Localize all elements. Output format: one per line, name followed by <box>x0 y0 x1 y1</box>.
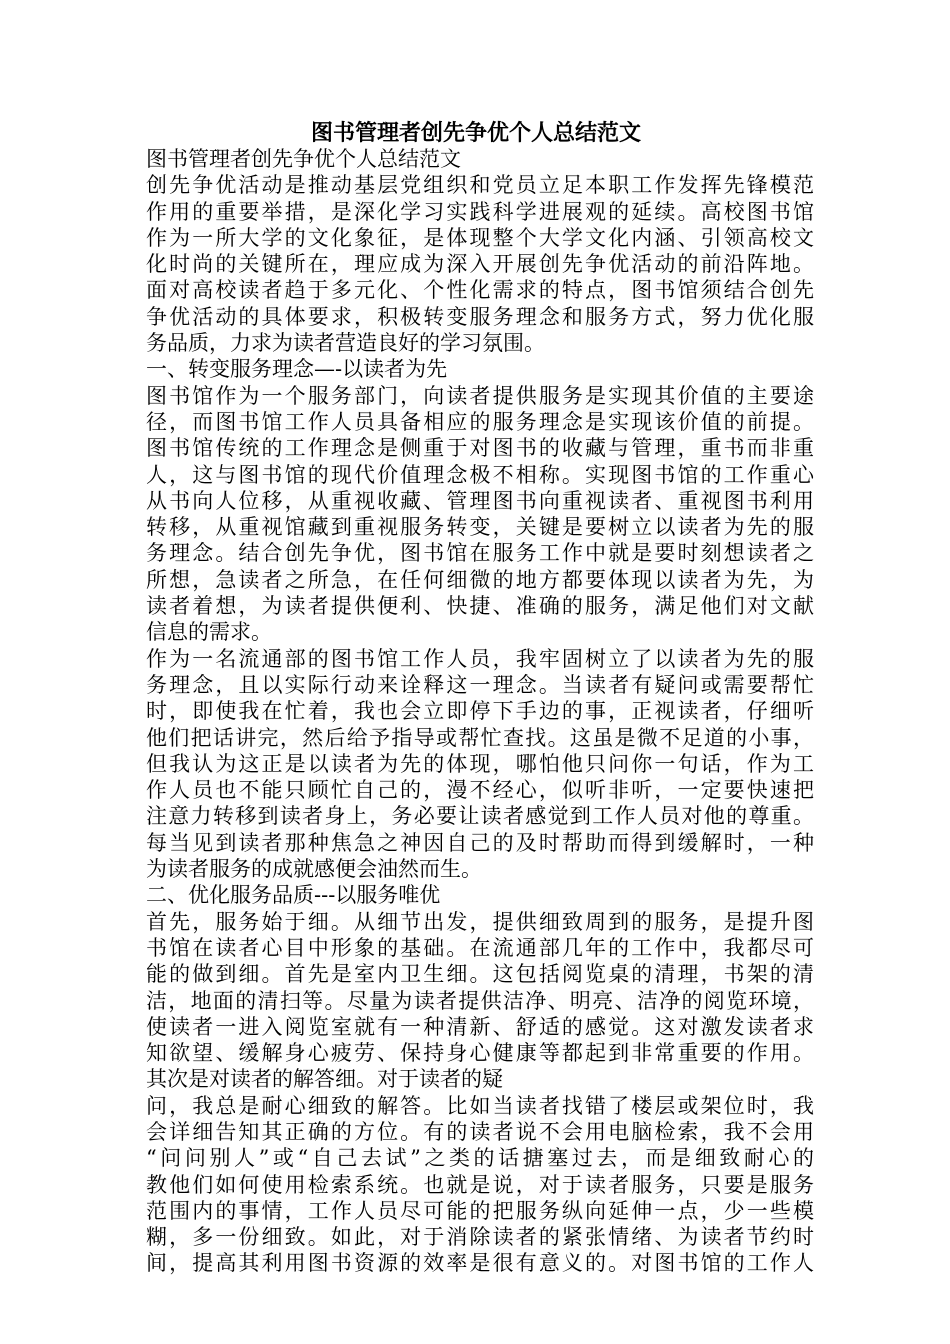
text-line: 糊，多一份细致。如此，对于消除读者的紧张情绪、为读者节约时 <box>146 1225 814 1250</box>
text-line: 作为一名流通部的图书馆工作人员，我牢固树立了以读者为先的服 <box>146 646 814 671</box>
text-line: 教他们如何使用检索系统。也就是说，对于读者服务，只要是服务 <box>146 1172 814 1197</box>
text-line: 转移，从重视馆藏到重视服务转变，关键是要树立以读者为先的服 <box>146 515 814 540</box>
text-line: 从书向人位移，从重视收藏、管理图书向重视读者、重视图书利用 <box>146 488 814 513</box>
text-line: 务品质，力求为读者营造良好的学习氛围。 <box>146 331 545 356</box>
text-line: 所想，急读者之所急，在任何细微的地方都要体现以读者为先，为 <box>146 567 814 592</box>
text-line: 信息的需求。 <box>146 620 272 645</box>
text-line: 问，我总是耐心细致的解答。比如当读者找错了楼层或架位时，我 <box>146 1093 814 1118</box>
text-line: 使读者一进入阅览室就有一种清新、舒适的感觉。这对激发读者求 <box>146 1014 814 1039</box>
text-line: 书馆在读者心目中形象的基础。在流通部几年的工作中，我都尽可 <box>146 935 814 960</box>
page-title: 图书管理者创先争优个人总结范文 <box>310 120 641 146</box>
text-line: 为读者服务的成就感便会油然而生。 <box>146 857 482 882</box>
text-line: 务理念。结合创先争优，图书馆在服务工作中就是要时刻想读者之 <box>146 541 814 566</box>
text-line: 但我认为这正是以读者为先的体现，哪怕他只问你一句话，作为工 <box>146 751 814 776</box>
text-line: 会详细告知其正确的方位。有的读者说不会用电脑检索，我不会用 <box>146 1119 814 1144</box>
text-line: 注意力转移到读者身上，务必要让读者感觉到工作人员对他的尊重。 <box>146 804 814 829</box>
text-line: 其次是对读者的解答细。对于读者的疑 <box>146 1067 503 1092</box>
text-line: 能的做到细。首先是室内卫生细。这包括阅览桌的清理，书架的清 <box>146 962 814 987</box>
text-line: 知欲望、缓解身心疲劳、保持身心健康等都起到非常重要的作用。 <box>146 1041 814 1066</box>
text-line: 洁，地面的清扫等。尽量为读者提供洁净、明亮、洁净的阅览环境， <box>146 988 814 1013</box>
text-line: 图书管理者创先争优个人总结范文 <box>146 147 461 171</box>
text-line: 图书馆传统的工作理念是侧重于对图书的收藏与管理，重书而非重 <box>146 436 814 461</box>
text-line: 他们把话讲完，然后给予指导或帮忙查找。这虽是微不足道的小事， <box>146 725 814 750</box>
text-line: 读者着想，为读者提供便利、快捷、准确的服务，满足他们对文献 <box>146 594 814 619</box>
text-line: 作为一所大学的文化象征，是体现整个大学文化内涵、引领高校文 <box>146 225 814 250</box>
text-line: 一、转变服务理念—-以读者为先 <box>146 357 448 382</box>
text-line: 二、优化服务品质---以服务唯优 <box>146 883 441 908</box>
text-line: 争优活动的具体要求，积极转变服务理念和服务方式，努力优化服 <box>146 304 814 329</box>
text-line: 作用的重要举措，是深化学习实践科学进展观的延续。高校图书馆 <box>146 199 814 224</box>
text-line: 每当见到读者那种焦急之神因自己的及时帮助而得到缓解时，一种 <box>146 830 814 855</box>
text-line: 间，提高其利用图书资源的效率是很有意义的。对图书馆的工作人 <box>146 1251 814 1276</box>
text-line: 图书馆作为一个服务部门，向读者提供服务是实现其价值的主要途 <box>146 383 814 408</box>
text-line: 范围内的事情，工作人员尽可能的把服务纵向延伸一点，少一些模 <box>146 1198 814 1223</box>
document-body <box>146 146 814 1277</box>
text-line: 面对高校读者趋于多元化、个性化需求的特点，图书馆须结合创先 <box>146 278 814 303</box>
text-line: 时，即使我在忙着，我也会立即停下手边的事，正视读者，仔细听 <box>146 699 814 724</box>
text-line: 务理念，且以实际行动来诠释这一理念。当读者有疑问或需要帮忙 <box>146 672 814 697</box>
text-line: 首先，服务始于细。从细节出发，提供细致周到的服务，是提升图 <box>146 909 814 934</box>
text-line: 径，而图书馆工作人员具备相应的服务理念是实现该价值的前提。 <box>146 409 814 434</box>
text-line: 作人员也不能只顾忙自己的，漫不经心，似听非听，一定要快速把 <box>146 778 814 803</box>
text-line: 化时尚的关键所在，理应成为深入开展创先争优活动的前沿阵地。 <box>146 252 814 277</box>
text-line: 人，这与图书馆的现代价值理念极不相称。实现图书馆的工作重心 <box>146 462 814 487</box>
text-line: “问问别人”或“自己去试”之类的话搪塞过去，而是细致耐心的 <box>146 1146 814 1171</box>
text-line: 创先争优活动是推动基层党组织和党员立足本职工作发挥先锋模范 <box>146 173 814 198</box>
